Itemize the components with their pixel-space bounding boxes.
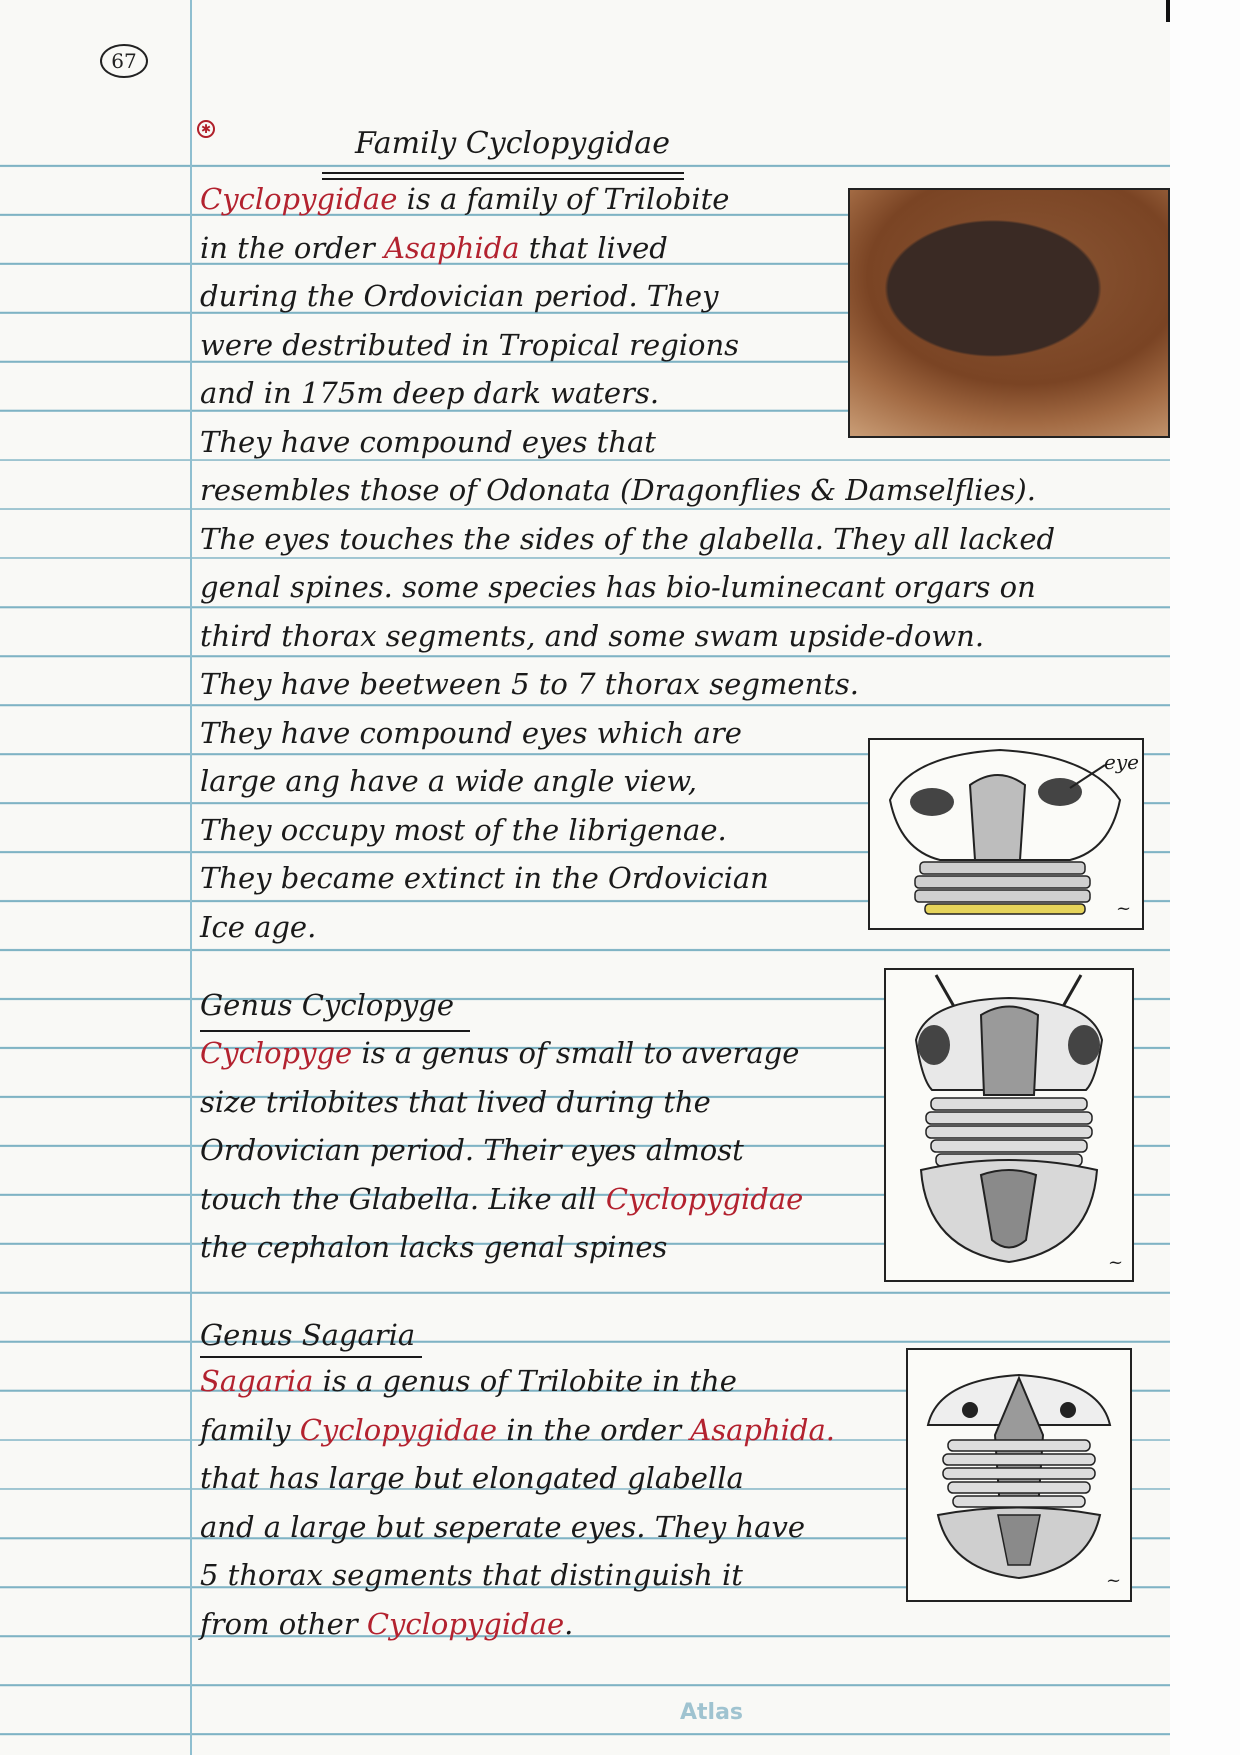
text-line (200, 910, 316, 944)
trilobite-sketch-1 (868, 738, 1144, 930)
trilobite-sketch-3 (906, 1348, 1132, 1602)
heading-underline-sagaria (200, 1356, 422, 1358)
page-header-area (0, 0, 1170, 118)
text-fragment: during the Ordovician period. They (200, 279, 719, 313)
text-fragment: is a genus of small to average (352, 1036, 800, 1070)
text-line (200, 764, 697, 798)
text-fragment: They became extinct in the Ordovician (200, 861, 769, 895)
text-line (200, 1413, 835, 1447)
highlighted-term: Cyclopygidae (605, 1181, 804, 1216)
text-fragment: . (564, 1606, 574, 1641)
text-line (200, 522, 1055, 556)
title-underline-second (322, 178, 684, 180)
text-fragment: They have compound eyes which are (200, 715, 742, 750)
text-fragment: They occupy most of the librigenae. (200, 812, 727, 847)
text-fragment: from other (200, 1606, 367, 1641)
text-line (200, 1036, 799, 1070)
page-title: Family Cyclopygidae (355, 126, 670, 161)
text-line (200, 716, 742, 750)
text-line (200, 813, 727, 847)
trilobite-sketch-icon (870, 740, 1142, 928)
trilobite-photo (848, 188, 1170, 438)
highlighted-term: Asaphida. (690, 1412, 835, 1447)
text-fragment: They have beetween 5 to 7 thorax segments. (200, 667, 859, 701)
text-line (200, 1085, 711, 1119)
text-fragment: the cephalon lacks genal spines (200, 1230, 668, 1264)
text-line (200, 473, 1036, 507)
text-fragment: large ang have a wide angle view, (200, 764, 698, 798)
text-line (200, 1182, 803, 1216)
text-fragment: in the order (497, 1412, 691, 1447)
text-fragment: and a large but seperate eyes. They have (200, 1509, 806, 1544)
text-line (200, 861, 769, 895)
text-line (200, 1607, 573, 1641)
highlighted-term: Cyclopygidae (299, 1412, 498, 1447)
star-mark-icon: ✱ (197, 120, 215, 138)
text-fragment: resembles those of Odonata (Dragonflies & Damselflies). (200, 473, 1036, 507)
highlighted-term: Cyclopygidae (200, 182, 398, 216)
text-fragment: The eyes touches the sides of the glabella. They all lacked (200, 521, 1056, 556)
text-fragment: genal spines. some species has bio-luminecant orgars on (200, 570, 1036, 604)
text-line (200, 1133, 744, 1167)
text-fragment: and in 175m deep dark waters. (200, 376, 660, 410)
text-line (200, 667, 859, 701)
text-line (200, 1461, 744, 1495)
text-line (200, 328, 739, 362)
brand-watermark: Atlas (680, 1700, 744, 1725)
section-heading-sagaria: Genus Sagaria (200, 1318, 416, 1352)
text-fragment: 5 thorax segments that distinguish it (200, 1558, 743, 1592)
text-fragment: They have compound eyes that (200, 424, 656, 459)
text-fragment: third thorax segments, and some swam upside-down. (200, 618, 985, 653)
text-fragment: were destributed in Tropical regions (200, 327, 740, 362)
sketch-eye-label: eye (1104, 750, 1139, 774)
text-fragment: that lived (519, 230, 668, 265)
highlighted-term: Cyclopyge (200, 1036, 353, 1070)
text-line (200, 425, 656, 459)
text-line (200, 376, 659, 410)
sketch-signature: ~ (1108, 1252, 1124, 1273)
text-line (200, 231, 668, 265)
sketch-signature: ~ (1116, 898, 1132, 919)
text-line (200, 570, 1036, 604)
trilobite-sketch-2 (884, 968, 1134, 1282)
text-fragment: Ordovician period. Their eyes almost (200, 1133, 744, 1167)
text-fragment: size trilobites that lived during the (200, 1084, 711, 1119)
text-fragment: family (200, 1412, 300, 1447)
text-line (200, 1230, 667, 1264)
text-line (200, 1558, 743, 1592)
text-fragment: is a family of Trilobite (397, 182, 730, 216)
text-line (200, 182, 729, 216)
text-fragment: Ice age. (200, 909, 317, 944)
text-fragment: in the order (200, 230, 385, 265)
text-fragment: touch the Glabella. Like all (200, 1181, 606, 1216)
sketch-signature: ~ (1106, 1570, 1122, 1591)
trilobite-sketch-icon (886, 970, 1132, 1280)
page-edge (1166, 0, 1170, 22)
text-line (200, 1364, 737, 1398)
highlighted-term: Asaphida (384, 230, 520, 265)
page-number: 67 (100, 44, 148, 78)
trilobite-sketch-icon (908, 1350, 1130, 1600)
title-underline (322, 172, 684, 174)
text-fragment: is a genus of Trilobite in the (313, 1364, 737, 1398)
text-line (200, 619, 984, 653)
margin-line (190, 0, 192, 1755)
text-fragment: that has large but elongated glabella (200, 1461, 744, 1495)
section-heading-cyclopyge: Genus Cyclopyge (200, 988, 455, 1022)
background-outside-page (1170, 0, 1240, 1755)
highlighted-term: Cyclopygidae (366, 1606, 565, 1641)
heading-underline-cyclopyge (200, 1030, 470, 1032)
text-line (200, 1510, 805, 1544)
text-line (200, 279, 718, 313)
highlighted-term: Sagaria (200, 1364, 314, 1398)
